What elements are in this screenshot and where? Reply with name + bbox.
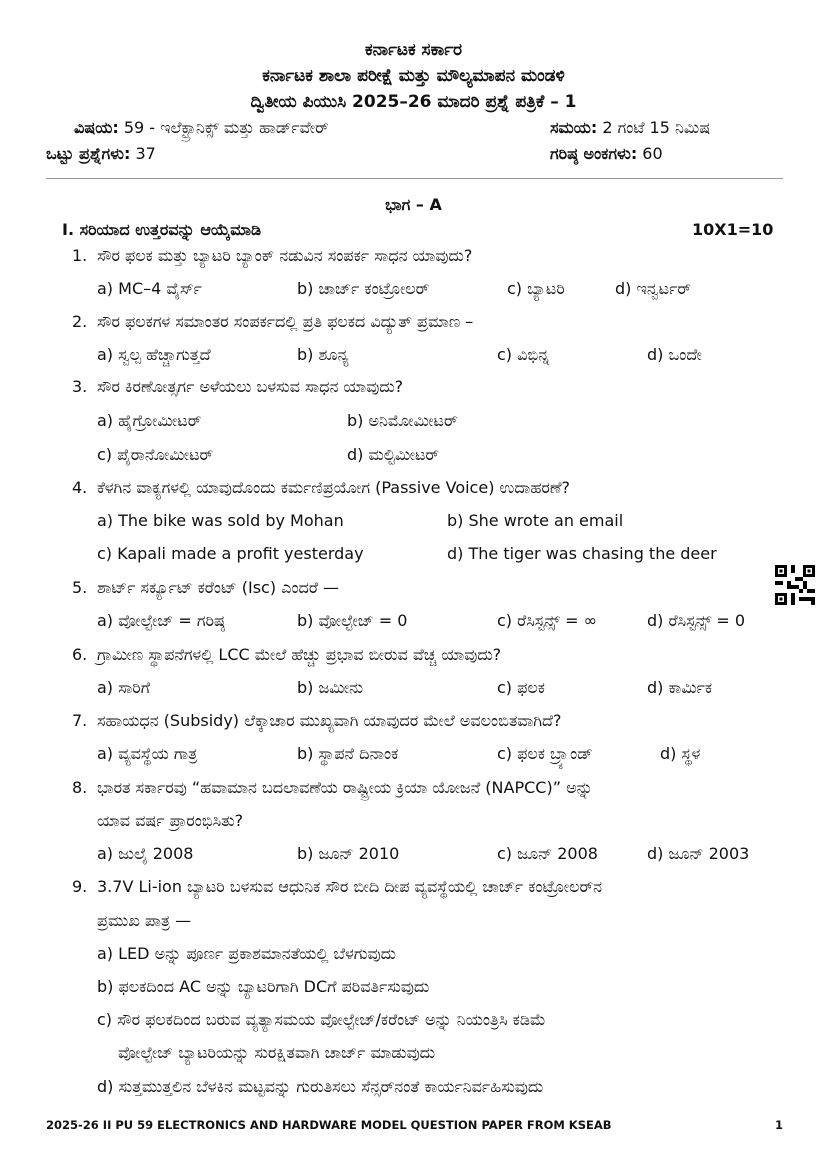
question-text: ಸೌರ ಫಲಕ ಮತ್ತು ಬ್ಯಾಟರಿ ಬ್ಯಾಂಕ್ ನಡುವಿನ ಸಂಪರ್ಕ ಸಾಧನ ಯಾವುದು? [97, 246, 473, 265]
option-b: b) ಅನಿಮೋಮೀಟರ್ [347, 411, 458, 430]
option-a: a) ಹೈಗ್ರೋಮೀಟರ್ [97, 411, 202, 430]
option-c: c) ಬ್ಯಾಟರಿ [507, 279, 565, 298]
question-text: ಸಹಾಯಧನ (Subsidy) ಲೆಕ್ಕಾಚಾರ ಮುಖ್ಯವಾಗಿ ಯಾವುದರ ಮೇಲೆ ಅವಲಂಬಿತವಾಗಿದೆ? [97, 711, 562, 730]
total-questions-label: ಒಟ್ಟು ಪ್ರಶ್ನೆಗಳು: [46, 144, 131, 163]
option-c: c) ವಿಭಿನ್ನ [497, 345, 550, 364]
section-instruction: I. ಸರಿಯಾದ ಉತ್ತರವನ್ನು ಆಯ್ಕೆಮಾಡಿ [62, 220, 262, 239]
max-marks-value: 60 [637, 144, 663, 163]
question-number: 6. [72, 645, 88, 664]
question-text: ಭಾರತ ಸರ್ಕಾರವು “ಹವಾಮಾನ ಬದಲಾವಣೆಯ ರಾಷ್ಟ್ರೀಯ ಕ್ರಿಯಾ ಯೋಜನೆ (NAPCC)” ಅನ್ನು [97, 778, 593, 797]
total-questions-value: 37 [130, 144, 156, 163]
subject-value: 59 - ಇಲೆಕ್ಟ್ರಾನಿಕ್ಸ್ ಮತ್ತು ಹಾರ್ಡ್‌ವೇರ್ [118, 118, 329, 137]
option-a: a) ವ್ಯವಸ್ಥೆಯ ಗಾತ್ರ [97, 744, 198, 763]
question-1 [72, 246, 472, 266]
option-c: c) ಫಲಕ ಬ್ರ್ಯಾಂಡ್ [497, 744, 593, 763]
option-d: d) ಸ್ಥಳ [660, 744, 701, 763]
time-label: ಸಮಯ: [550, 118, 598, 137]
option-a: a) ಜುಲೈ 2008 [97, 844, 194, 863]
option-b: b) ಚಾರ್ಜ್ ಕಂಟ್ರೋಲರ್ [297, 279, 430, 298]
question-9 [72, 877, 602, 897]
question-text: ಸೌರ ಫಲಕಗಳ ಸಮಾಂತರ ಸಂಪರ್ಕದಲ್ಲಿ ಪ್ರತಿ ಫಲಕದ ವಿದ್ಯುತ್ ಪ್ರಮಾಣ – [97, 312, 474, 331]
question-number: 1. [72, 246, 88, 265]
max-marks-field [550, 144, 663, 164]
question-3 [72, 377, 403, 397]
option-d: d) ಕಾರ್ಮಿಕ [647, 678, 713, 697]
question-6 [72, 645, 501, 665]
option-b: b) ಜಮೀನು [297, 678, 364, 697]
option-d: d) ಸುತ್ತಮುತ್ತಲಿನ ಬೆಳಕಿನ ಮಟ್ಟವನ್ನು ಗುರುತಿಸಲು ಸೆನ್ಸರ್‌ನಂತೆ ಕಾರ್ಯನಿರ್ವಹಿಸುವುದು [97, 1077, 544, 1096]
time-field [550, 118, 710, 138]
question-5 [72, 578, 339, 598]
max-marks-label: ಗರಿಷ್ಠ ಅಂಕಗಳು: [550, 144, 638, 163]
option-d: d) ಇನ್ವರ್ಟರ್ [615, 279, 692, 298]
page-number: 1 [775, 1118, 784, 1132]
question-7 [72, 711, 561, 731]
question-number: 3. [72, 377, 88, 396]
question-9-continued: ಪ್ರಮುಖ ಪಾತ್ರ — [97, 911, 192, 930]
divider [46, 178, 783, 179]
option-b: b) ಜೂನ್ 2010 [297, 844, 400, 863]
subject-label: ವಿಷಯ: [74, 118, 119, 137]
option-a: a) ಸಾರಿಗೆ [97, 678, 151, 697]
total-questions-field [46, 144, 156, 164]
question-number: 9. [72, 877, 88, 896]
option-c-continued: ವೋಲ್ಟೇಜ್ ಬ್ಯಾಟರಿಯನ್ನು ಸುರಕ್ಷಿತವಾಗಿ ಚಾರ್ಜ್ ಮಾಡುವುದು [118, 1043, 436, 1062]
question-number: 2. [72, 312, 88, 331]
option-a: a) LED ಅನ್ನು ಪೂರ್ಣ ಪ್ರಕಾಶಮಾನತೆಯಲ್ಲಿ ಬೆಳಗುವುದು [97, 944, 397, 963]
header-paper-title: ದ್ವಿತೀಯ ಪಿಯುಸಿ 2025–26 ಮಾದರಿ ಪ್ರಶ್ನೆ ಪತ್ರಿಕೆ – 1 [250, 92, 577, 112]
question-number: 7. [72, 711, 88, 730]
question-text: ಗ್ರಾಮೀಣ ಸ್ಥಾಪನೆಗಳಲ್ಲಿ LCC ಮೇಲೆ ಹೆಚ್ಚು ಪ್ರಭಾವ ಬೀರುವ ವೆಚ್ಚ ಯಾವುದು? [97, 645, 502, 664]
option-c: c) ಫಲಕ [497, 678, 545, 697]
question-text: ಕೆಳಗಿನ ವಾಕ್ಯಗಳಲ್ಲಿ ಯಾವುದೊಂದು ಕರ್ಮಣಿಪ್ರಯೋಗ (Passive Voice) ಉದಾಹರಣೆ? [97, 478, 571, 497]
option-a: a) MC–4 ವೈರ್ಸ್ [97, 279, 202, 298]
header-government: ಕರ್ನಾಟಕ ಸರ್ಕಾರ [364, 40, 463, 60]
section-title: ಭಾಗ – A [385, 195, 442, 214]
option-d: d) ರೆಸಿಸ್ಟನ್ಸ್ = 0 [647, 611, 746, 630]
header-board: ಕರ್ನಾಟಕ ಶಾಲಾ ಪರೀಕ್ಷೆ ಮತ್ತು ಮೌಲ್ಯಮಾಪನ ಮಂಡಳಿ [262, 66, 565, 86]
subject-field [74, 118, 329, 138]
option-b: b) ಸ್ಥಾಪನೆ ದಿನಾಂಕ [297, 744, 399, 763]
option-d: d) The tiger was chasing the deer [447, 544, 717, 563]
option-a: a) The bike was sold by Mohan [97, 511, 344, 530]
section-marks: 10X1=10 [692, 220, 774, 239]
question-text: ಶಾರ್ಟ್ ಸರ್ಕ್ಯೂಟ್ ಕರೆಂಟ್ (Isc) ಎಂದರೆ — [97, 578, 340, 597]
question-number: 4. [72, 478, 88, 497]
option-b: b) ಶೂನ್ಯ [297, 345, 349, 364]
option-c: c) ಪೈರಾನೋಮೀಟರ್ [97, 445, 214, 464]
question-text: 3.7V Li-ion ಬ್ಯಾಟರಿ ಬಳಸುವ ಆಧುನಿಕ ಸೌರ ಬೀದಿ ದೀಪ ವ್ಯವಸ್ಥೆಯಲ್ಲಿ ಚಾರ್ಜ್ ಕಂಟ್ರೋಲರ್‌ನ [97, 877, 603, 896]
question-2 [72, 312, 473, 332]
question-8-continued: ಯಾವ ವರ್ಷ ಪ್ರಾರಂಭಿಸಿತು? [97, 811, 244, 830]
time-value: 2 ಗಂಟೆ 15 ನಿಮಿಷ [597, 118, 711, 137]
question-text: ಸೌರ ಕಿರಣೋತ್ಸರ್ಗ ಅಳೆಯಲು ಬಳಸುವ ಸಾಧನ ಯಾವುದು? [97, 377, 404, 396]
footer-text: 2025-26 II PU 59 ELECTRONICS AND HARDWARE MODEL QUESTION PAPER FROM KSEAB [46, 1118, 612, 1132]
option-d: d) ಜೂನ್ 2003 [647, 844, 750, 863]
option-c: c) ಜೂನ್ 2008 [497, 844, 598, 863]
option-b: b) ವೋಲ್ಟೇಜ್ = 0 [297, 611, 408, 630]
question-4 [72, 478, 570, 498]
question-number: 5. [72, 578, 88, 597]
option-b: b) She wrote an email [447, 511, 624, 530]
question-number: 8. [72, 778, 88, 797]
option-d: d) ಮಲ್ಟಿಮೀಟರ್ [347, 445, 440, 464]
question-8 [72, 778, 593, 798]
option-c: c) Kapali made a profit yesterday [97, 544, 364, 563]
option-c: c) ಸೌರ ಫಲಕದಿಂದ ಬರುವ ವ್ಯತ್ಯಾಸಮಯ ವೋಲ್ಟೇಜ್/ಕರೆಂಟ್ ಅನ್ನು ನಿಯಂತ್ರಿಸಿ ಕಡಿಮೆ [97, 1010, 546, 1029]
qr-code-icon [775, 565, 815, 605]
option-d: d) ಒಂದೇ [647, 345, 702, 364]
option-b: b) ಫಲಕದಿಂದ AC ಅನ್ನು ಬ್ಯಾಟರಿಗಾಗಿ DCಗೆ ಪರಿವರ್ತಿಸುವುದು [97, 977, 430, 996]
option-c: c) ರೆಸಿಸ್ಟನ್ಸ್ = ∞ [497, 611, 597, 630]
option-a: a) ಸ್ವಲ್ಪ ಹೆಚ್ಚಾಗುತ್ತದೆ [97, 345, 211, 364]
option-a: a) ವೋಲ್ಟೇಜ್ = ಗರಿಷ್ಠ [97, 611, 225, 630]
